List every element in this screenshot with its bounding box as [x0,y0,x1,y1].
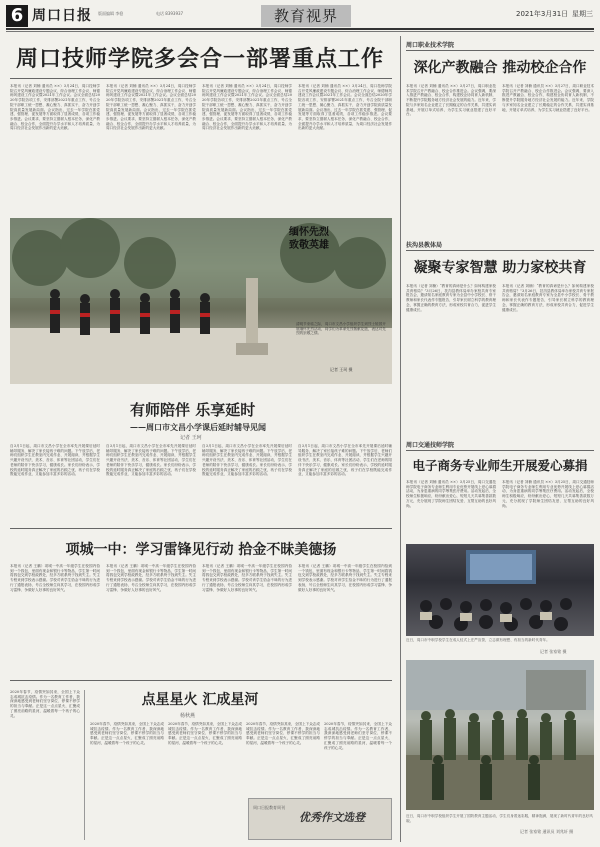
masthead-rule-thin [6,31,594,32]
story4-left-col: 2020年春节，疫情突如其来，全国上下众志成城抗击疫情。作为一名教育工作者，我深深地感受到老师们坚守岗位、停课不停学的担当与奉献。正是这一点点星火，汇聚成了照亮前路的星河，温暖着每一个孩子的心灵。 [10,690,80,718]
right2-section-rule [406,250,594,251]
right1-col-1: 本报讯（记者 刘楠 通讯员 ××）3月27日，周口职业技术学院召开产教融合、校企合作推进会。会议强调，要深入推进产教融合、校企合作，构建校企协同育人新机制，不断提升学院服务地方经济社会发展的能力。近年来，学院与多家知名企业建立了长期稳定的合作关系，共建实训基地，开展订单式培养，为学生实习就业搭建了良好平台。 [406,84,496,117]
right-photo-1-caption: 近日，周口市中职学校学生在成人仪式上庄严宣誓，立志做有理想、有担当的新时代青年。 [406,638,550,642]
story2-col-1: 自3月1日起，周口市文昌小学在全市率先开展课后延时辅导服务，解决了家长接孩子难的问题。下午放学后，老师们组织学生在教室内完成作业、开展阅读，并根据学生兴趣开设书法、美术、音乐、体育等社团活动，学生们在老师的陪伴下快乐学习，健康成长。家长们纷纷表示，学校的延时服务真正解决了家庭的后顾之忧，孩子们在学校既能完成作业，又能参加丰富多彩的活动。 [10,444,100,477]
right-photo-1 [406,544,594,636]
story3-rule [10,680,392,681]
right-photo-1-credit: 记者 张家铭 摄 [540,649,567,654]
main-article-col-4: 本报讯（记者 刘楠 通讯员 ××）3月24日，周口技师学院召开党风廉政建设专题会议、综合治理工作会议、师德师风建设工作会议暨2021年工作会议。会议全面总结2020年学院各项工作，安排部署2021年重点工作，号召全院干部职工统一思想、凝心聚力、真抓实干，奋力开创学院高质量发展新局面。会议指出，过去一年学院在抓党建、强管理、促发展等方面取得了显著成绩，各项工作稳步推进。会议要求，要坚持立德树人根本任务，深化产教融合、校企合作，全面提升办学水平和人才培养质量，为周口经济社会发展作出新的更大贡献。 [298,84,392,131]
newspaper-logo: 周口日报 [32,8,92,24]
right-column-divider [400,36,401,842]
photo-caption: 清明节来临之际，周口市文昌小学组织学生到烈士陵园开展缅怀先烈活动，同学们为革命先烈敬献花篮，表达对先烈的崇敬之情。 [296,322,386,336]
classroom-scene [406,544,594,636]
right3-col-1: 本报讯（记者 刘楠 通讯员 ××）3月25日，周口交通技师学院电子商务专业师生利用专业优势开展线上爱心募捐活动，为身患重病的同学筹集医疗费用。活动发起后，全校师生积极响应，纷纷献出爱心，短短几天共募集善款数万元，充分展现了学院师生团结友爱、互帮互助的良好风尚。 [406,480,496,508]
story4-headline: 点星星火 汇成星河 [141,692,259,708]
right2-col-2: 本报讯（记者 刘楠）“教育的真谛是什么？如何构建家校共育格局？”3月26日，扶沟县教体局举办家校共育专家报告会，邀请知名家庭教育专家为全县中小学校长、骨干教师和家长代表作专题报告，引导家长树立科学的教育理念，掌握正确的教育方法，形成家校共育合力，促进学生健康成长。 [502,284,594,312]
masthead-rule [6,28,594,30]
phone-info: 电话 8393937 [156,11,184,16]
story2-headline: 有师陪伴 乐享延时 [130,401,256,419]
right3-col-2: 本报讯（记者 刘楠 通讯员 ××）3月25日，周口交通技师学院电子商务专业师生利用专业优势开展线上爱心募捐活动，为身患重病的同学筹集医疗费用。活动发起后，全校师生积极响应，纷纷献出爱心，短短几天共募集善款数万元，充分展现了学院师生团结友爱、互帮互助的良好风尚。 [502,480,594,508]
editor-info: 版面编辑 李稳 [98,11,124,16]
right-photo-2 [406,660,594,810]
main-article-col-3: 本报讯（记者 刘楠 通讯员 ××）3月24日，周口技师学院召开党风廉政建设专题会议、综合治理工作会议、师德师风建设工作会议暨2021年工作会议。会议全面总结2020年学院各项工作，安排部署2021年重点工作，号召全院干部职工统一思想、凝心聚力、真抓实干，奋力开创学院高质量发展新局面。会议指出，过去一年学院在抓党建、强管理、促发展等方面取得了显著成绩，各项工作稳步推进。会议要求，要坚持立德树人根本任务，深化产教融合、校企合作，全面提升办学水平和人才培养质量，为周口经济社会发展作出新的更大贡献。 [202,84,292,131]
story4-col-1: 2020年春节，疫情突如其来，全国上下众志成城抗击疫情。作为一名教育工作者，我深深地感受到老师们坚守岗位、停课不停学的担当与奉献。正是这一点点星火，汇聚成了照亮前路的星河，温暖着每一个孩子的心灵。 [90,722,164,745]
right2-col-1: 本报讯（记者 刘楠）“教育的真谛是什么？如何构建家校共育格局？”3月26日，扶沟县教体局举办家校共育专家报告会，邀请知名家庭教育专家为全县中小学校长、骨干教师和家长代表作专题报告，引导家长树立科学的教育理念，掌握正确的教育方法，形成家校共育合力，促进学生健康成长。 [406,284,496,312]
right1-headline: 深化产教融合 推动校企合作 [413,60,587,76]
main-headline: 周口技师学院多会合一部署重点工作 [15,46,384,72]
main-article-col-1: 本报讯（记者 刘楠 通讯员 ××）3月24日，周口技师学院召开党风廉政建设专题会议、综合治理工作会议、师德师风建设工作会议暨2021年工作会议。会议全面总结2020年学院各项工作，安排部署2021年重点工作，号召全院干部职工统一思想、凝心聚力、真抓实干，奋力开创学院高质量发展新局面。会议指出，过去一年学院在抓党建、强管理、促发展等方面取得了显著成绩，各项工作稳步推进。会议要求，要坚持立德树人根本任务，深化产教融合、校企合作，全面提升办学水平和人才培养质量，为周口经济社会发展作出新的更大贡献。 [10,84,100,131]
promo-title: 优秀作文选登 [299,811,365,824]
main-article-col-2: 本报讯（记者 刘楠 通讯员 ××）3月24日，周口技师学院召开党风廉政建设专题会议、综合治理工作会议、师德师风建设工作会议暨2021年工作会议。会议全面总结2020年学院各项工作，安排部署2021年重点工作，号召全院干部职工统一思想、凝心聚力、真抓实干，奋力开创学院高质量发展新局面。会议指出，过去一年学院在抓党建、强管理、促发展等方面取得了显著成绩，各项工作稳步推进。会议要求，要坚持立德树人根本任务，深化产教融合、校企合作，全面提升办学水平和人才培养质量，为周口经济社会发展作出新的更大贡献。 [106,84,196,131]
story3-col-4: 本报讯（记者 王鹏）项城一中高一年级学生在校园内拾到一个钱包，里面有现金和银行卡等物品，学生第一时间将钱包交到学校政教处，经多方联系终于找到失主。失主专程来到学校表示感谢。学校对该学生拾金不昧的行为进行了通报表扬，号召全校师生向其学习，在校园内形成学习雷锋、争做好人好事的良好风气。 [298,564,392,592]
story4-col-4: 2020年春节，疫情突如其来，全国上下众志成城抗击疫情。作为一名教育工作者，我深深地感受到老师们坚守岗位、停课不停学的担当与奉献。正是这一点点星火，汇聚成了照亮前路的星河，温暖着每一个孩子的心灵。 [324,722,392,750]
section-title: 教育视界 [261,5,351,27]
headline-rule [10,78,392,79]
photo-banner-line2: 致敬英雄 [289,240,329,251]
story2-col-3: 自3月1日起，周口市文昌小学在全市率先开展课后延时辅导服务，解决了家长接孩子难的问题。下午放学后，老师们组织学生在教室内完成作业、开展阅读，并根据学生兴趣开设书法、美术、音乐、体育等社团活动，学生们在老师的陪伴下快乐学习，健康成长。家长们纷纷表示，学校的延时服务真正解决了家庭的后顾之忧，孩子们在学校既能完成作业，又能参加丰富多彩的活动。 [202,444,292,477]
outdoor-scene [406,660,594,810]
story3-headline: 项城一中：学习雷锋见行动 拾金不昧美德扬 [65,542,337,558]
photo-banner-line1: 缅怀先烈 [289,227,329,238]
promo-sub: 周口日报教育周刊 [253,805,285,810]
promo-box [248,798,392,840]
story3-col-3: 本报讯（记者 王鹏）项城一中高一年级学生在校园内拾到一个钱包，里面有现金和银行卡等物品，学生第一时间将钱包交到学校政教处，经多方联系终于找到失主。失主专程来到学校表示感谢。学校对该学生拾金不昧的行为进行了通报表扬，号召全校师生向其学习，在校园内形成学习雷锋、争做好人好事的良好风气。 [202,564,292,592]
right-photo-2-caption: 近日，周口市中职学校组织学生开展了国防教育主题活动，学生们身着迷彩服，精神饱满，展现了新时代青年的良好风貌。 [406,814,593,823]
story2-col-4: 自3月1日起，周口市文昌小学在全市率先开展课后延时辅导服务，解决了家长接孩子难的问题。下午放学后，老师们组织学生在教室内完成作业、开展阅读，并根据学生兴趣开设书法、美术、音乐、体育等社团活动，学生们在老师的陪伴下快乐学习，健康成长。家长们纷纷表示，学校的延时服务真正解决了家庭的后顾之忧，孩子们在学校既能完成作业，又能参加丰富多彩的活动。 [298,444,392,477]
issue-date: 2021年3月31日 [516,10,569,18]
story2-subhead: ——周口市文昌小学课后延时辅导见闻 [130,422,266,432]
story2-rule [10,528,392,529]
right3-section-rule [406,450,594,451]
right1-section-rule [406,50,594,51]
story2-col-2: 自3月1日起，周口市文昌小学在全市率先开展课后延时辅导服务，解决了家长接孩子难的问题。下午放学后，老师们组织学生在教室内完成作业、开展阅读，并根据学生兴趣开设书法、美术、音乐、体育等社团活动，学生们在老师的陪伴下快乐学习，健康成长。家长们纷纷表示，学校的延时服务真正解决了家庭的后顾之忧，孩子们在学校既能完成作业，又能参加丰富多彩的活动。 [106,444,196,477]
main-photo [10,218,392,384]
issue-weekday: 星期三 [572,10,593,18]
right2-section: 扶沟县教体局 [406,242,443,249]
story4-col-3: 2020年春节，疫情突如其来，全国上下众志成城抗击疫情。作为一名教育工作者，我深深地感受到老师们坚守岗位、停课不停学的担当与奉献。正是这一点点星火，汇聚成了照亮前路的星河，温暖着每一个孩子的心灵。 [246,722,320,745]
story3-col-1: 本报讯（记者 王鹏）项城一中高一年级学生在校园内拾到一个钱包，里面有现金和银行卡等物品，学生第一时间将钱包交到学校政教处，经多方联系终于找到失主。失主专程来到学校表示感谢。学校对该学生拾金不昧的行为进行了通报表扬，号召全校师生向其学习，在校园内形成学习雷锋、争做好人好事的良好风气。 [10,564,100,592]
story4-col-2: 2020年春节，疫情突如其来，全国上下众志成城抗击疫情。作为一名教育工作者，我深深地感受到老师们坚守岗位、停课不停学的担当与奉献。正是这一点点星火，汇聚成了照亮前路的星河，温暖着每一个孩子的心灵。 [168,722,242,745]
right2-headline: 凝聚专家智慧 助力家校共育 [413,260,587,276]
right-photo-2-credit: 记者 张家铭 通讯员 刘兆轩 摄 [520,829,574,834]
page-number-badge: 6 [6,5,28,27]
right3-section: 周口交通技师学院 [406,442,455,449]
photo-credit: 记者 王珂 摄 [330,367,353,372]
right1-col-2: 本报讯（记者 刘楠 通讯员 ××）3月27日，周口职业技术学院召开产教融合、校企合作推进会。会议强调，要深入推进产教融合、校企合作，构建校企协同育人新机制，不断提升学院服务地方经济社会发展的能力。近年来，学院与多家知名企业建立了长期稳定的合作关系，共建实训基地，开展订单式培养，为学生实习就业搭建了良好平台。 [502,84,594,112]
story4-byline: 杨秋燕 [180,713,196,719]
right3-headline: 电子商务专业师生开展爱心募捐 [412,458,588,473]
right1-section: 周口职业技术学院 [406,42,455,49]
photo-banner [274,226,344,252]
story3-col-2: 本报讯（记者 王鹏）项城一中高一年级学生在校园内拾到一个钱包，里面有现金和银行卡等物品，学生第一时间将钱包交到学校政教处，经多方联系终于找到失主。失主专程来到学校表示感谢。学校对该学生拾金不昧的行为进行了通报表扬，号召全校师生向其学习，在校园内形成学习雷锋、争做好人好事的良好风气。 [106,564,196,592]
story2-byline: 记者 王珂 [180,435,202,441]
story4-divider [84,690,85,840]
